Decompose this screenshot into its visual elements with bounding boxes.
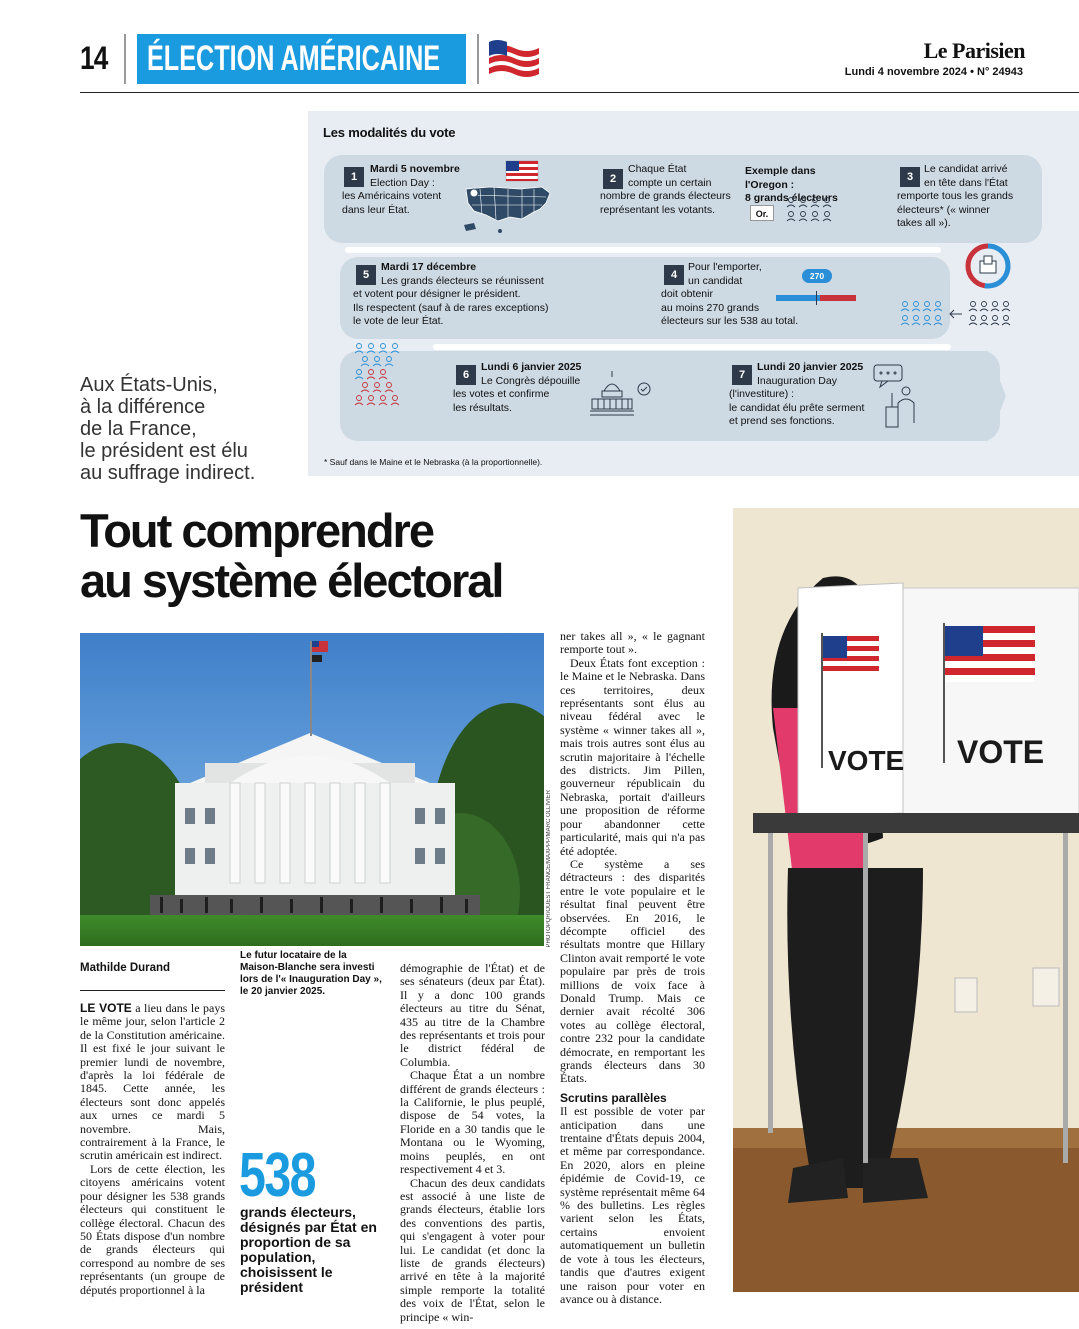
article-paragraph: ner takes all », « le gagnant remporte tout ».	[560, 629, 705, 657]
lead-line: de la France,	[80, 418, 197, 440]
issue-date: Lundi 4 novembre 2024 • N° 24943	[844, 66, 1023, 78]
ballot-box-icon	[963, 241, 1013, 291]
article-paragraph: LE VOTE a lieu dans le pays le même jour, selon l'article 2 de la Constitution américaine. Il est fixé le jour suivant le premier lundi de novembre, d'après la loi fédérale de 1845. Cette année, les électeurs sont donc appelés aux urnes ce mardi 5 novembre. Mais, contrairement à la France, le scrutin américain est indirect.	[80, 1001, 225, 1163]
step-number-5: 5	[356, 265, 376, 285]
badge-270: 270	[802, 269, 832, 283]
infographic	[308, 111, 1079, 476]
headline-line: Tout comprendre	[80, 504, 433, 557]
step-line: (l'investiture) :	[729, 388, 795, 400]
step-number-3: 3	[900, 167, 920, 187]
step-line: Le Congrès dépouille	[481, 374, 581, 387]
step-number-4: 4	[664, 265, 684, 285]
lead-line: le président est élu	[80, 440, 248, 462]
lead-line: au suffrage indirect.	[80, 462, 256, 484]
electors-vote-icon	[354, 341, 400, 416]
step-line: remporte tous les grands	[897, 190, 1014, 202]
section-banner	[137, 34, 466, 84]
step-line: nombre de grands électeurs	[600, 190, 731, 202]
step-line: compte un certain	[628, 176, 712, 189]
step-line: Pour l'emporter,	[688, 261, 762, 273]
example-title: Exemple dans l'Oregon :	[745, 165, 816, 191]
oath-speaker-icon	[872, 363, 922, 431]
step-line: Ils respectent (sauf à de rares exceptions)	[353, 301, 549, 314]
booth-label-right: VOTE	[957, 734, 1045, 770]
step-line: électeurs sur les 538 au total.	[661, 315, 799, 327]
step-number-6: 6	[456, 365, 476, 385]
electors-icon	[786, 195, 836, 225]
step-line: le vote de leur État.	[353, 315, 444, 327]
article-paragraph: Chaque État a un nombre différent de grands électeurs : la Californie, le plus peuplé, dispose de 54 votes, la Floride en a 30 tandis que le Montana ou le Wyoming, moins peuplés, en ont respectivement 4 et 3.	[400, 1068, 545, 1177]
step-line: doit obtenir	[661, 288, 713, 300]
majority-bar	[776, 295, 856, 301]
author-name: Mathilde Durand	[80, 962, 171, 974]
article-paragraph: Lors de cette élection, les citoyens américains votent pour désigner les 538 grands électeurs qui constituent le collège électoral. Chacun des 50 États dispose d'un nombre de grands électeurs qui correspond au nombre de ses représentants (un groupe de députés proportionnel à la	[80, 1161, 225, 1297]
step-title: Lundi 6 janvier 2025	[481, 361, 582, 373]
step-line: Le candidat arrivé	[924, 163, 1008, 175]
headline-line: au système électoral	[80, 554, 503, 607]
step-title: Mardi 17 décembre	[381, 261, 477, 273]
step-line: Inauguration Day	[757, 374, 837, 387]
step-title: Mardi 5 novembre	[370, 163, 460, 175]
headline	[80, 506, 502, 606]
step-line: les résultats.	[453, 401, 512, 414]
step-2	[600, 163, 745, 217]
step-number-2: 2	[603, 169, 623, 189]
electors-transfer-icon	[900, 299, 1020, 329]
capitol-icon	[590, 369, 656, 429]
header-divider	[477, 34, 479, 84]
step-line: Les grands électeurs se réunissent	[381, 274, 544, 287]
stat-text: grands électeurs, désignés par État en proportion de sa population, choisissent le président	[240, 1204, 377, 1295]
photo-caption: Le futur locataire de la Maison-Blanche sera investi lors de l'« Inauguration Day », le 20 janvier 2025.	[240, 950, 382, 997]
step-line: un candidat	[688, 274, 743, 287]
step-line: Chaque État	[628, 163, 687, 175]
step-line: Election Day :	[370, 176, 435, 189]
oregon-label: Or.	[750, 205, 774, 221]
step-line: dans leur État.	[342, 203, 410, 216]
step-line: et prend ses fonctions.	[729, 415, 835, 427]
article-paragraph: Deux États font exception : le Maine et le Nebraska. Dans ces territoires, deux représentants sont élus au niveau fédéral avec le système « winner takes all », mais trois autres sont élus au scrutin majoritaire à l'échelle des districts. Jim Pillen, gouverneur républicain du Nebraska, portait d'ailleurs une proposition de réforme pour abandonner cette particularité, mais qui n'a pas été adoptée.	[560, 655, 705, 858]
brand-logo: Le Parisien	[923, 38, 1025, 63]
author-rule	[80, 990, 225, 991]
white-house-photo	[80, 633, 544, 946]
article-paragraph: Il est possible de voter par anticipation dans une trentaine d'États depuis 2004, et même par correspondance. En 2020, alors en pleine épidémie de Covid-19, ce système représentait même 64 % des bulletins. Les règles varient selon les États, certains envoient automatiquement un bulletin de vote à tous les électeurs, tandis que d'autres exigent une raison pour voter en avance ou à distance.	[560, 1104, 705, 1306]
article-subheading: Scrutins parallèles	[560, 1090, 667, 1105]
step-line: et votent pour désigner le président.	[353, 288, 521, 300]
step-line: en tête dans l'État	[924, 176, 1008, 189]
article-kicker: LE VOTE	[80, 1001, 132, 1015]
us-flag-icon	[487, 38, 541, 82]
step-3	[897, 163, 1037, 231]
lead-line: à la différence	[80, 396, 206, 418]
step-7	[729, 361, 879, 429]
lead-line: Aux États-Unis,	[80, 374, 218, 396]
article-column-2	[400, 962, 545, 1324]
infographic-title: Les modalités du vote	[323, 125, 456, 140]
lead-text	[80, 374, 255, 484]
voting-booth-photo	[733, 508, 1079, 1292]
step-1	[342, 163, 472, 217]
article-paragraph: démographie de l'État) et de ses sénateurs (deux par État). Il y a donc 100 grands électeurs au titre du Sénat, 435 au titre de la Chambre des représentants et trois pour le district fédéral de Columbia.	[400, 961, 545, 1069]
step-line: takes all »).	[897, 217, 951, 229]
header-divider	[124, 34, 126, 84]
article-paragraph: Chacun des deux candidats est associé à une liste de grands électeurs, établie lors des conventions des partis, qui s'engagent à voter pour lui. Le candidat (et donc la liste de grands électeurs) arrivé en tête à la majorité simple remporte la totalité des voix de l'État, selon le principe « win-	[400, 1175, 545, 1324]
section-title: ÉLECTION AMÉRICAINE	[147, 39, 441, 78]
usa-map-icon	[460, 159, 556, 237]
article-paragraph: Ce système a ses détracteurs : des disparités entre le vote populaire et le résultat final peuvent être observées. En 2016, le décompte officiel des résultats montre que Hillary Clinton avait remporté le vote populaire par près de trois millions de voix face à Donald Trump. Mais ce dernier avait récolté 306 votes au collège électoral, contre 232 pour la candidate démocrate, en remportant les grands électeurs dans 30 États.	[560, 856, 705, 1086]
step-line: les Américains votent	[342, 190, 442, 202]
step-line: représentant les votants.	[600, 203, 715, 216]
step-line: électeurs* (« winner	[897, 203, 990, 216]
article-column-3	[560, 630, 705, 1306]
article-column-1	[80, 1002, 225, 1297]
step-line: le candidat élu prête serment	[729, 401, 865, 414]
step-number-1: 1	[344, 167, 364, 187]
step-title: Lundi 20 janvier 2025	[757, 361, 864, 373]
stat-number: 538	[239, 1141, 316, 1210]
timeline-arrow	[948, 351, 1008, 441]
footnote: * Sauf dans le Maine et le Nebraska (à la proportionnelle).	[324, 457, 543, 467]
step-number-7: 7	[732, 365, 752, 385]
page-number: 14	[80, 40, 108, 76]
example-sub: 8 grands électeurs	[745, 192, 838, 204]
header-rule	[80, 92, 1079, 93]
step-line: les votes et confirme	[453, 388, 550, 400]
step-line: au moins 270 grands	[661, 301, 760, 314]
booth-label-left: VOTE	[828, 745, 905, 776]
step-5	[353, 261, 573, 329]
step-6	[453, 361, 598, 415]
photo-credit: PHOTOPQR/OUEST FRANCE/MAXPPP/MARC OLLIVIER	[546, 790, 552, 948]
